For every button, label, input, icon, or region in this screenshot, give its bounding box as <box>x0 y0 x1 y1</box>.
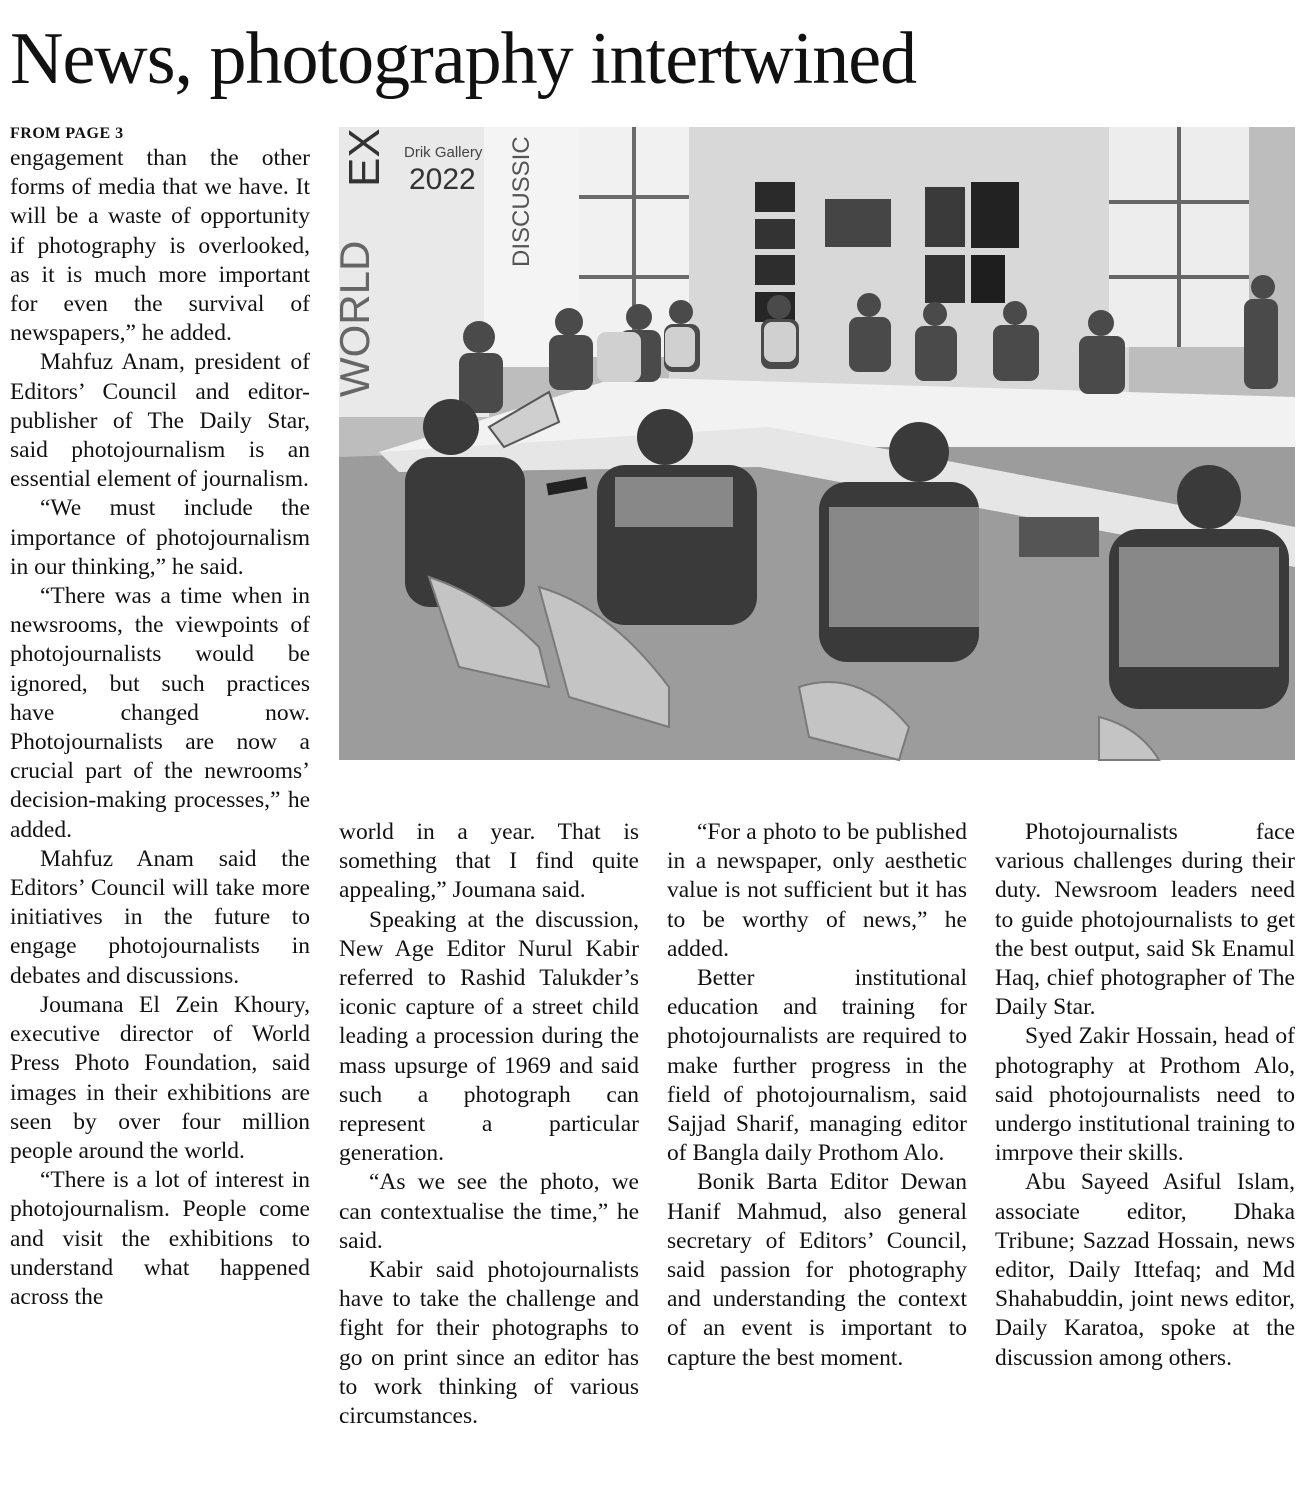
paragraph: “There is a lot of interest in photojournalism. People come and visit the exhibitions to understand what happened across the <box>10 1167 310 1310</box>
article-column-4 <box>995 818 1295 1373</box>
paragraph: “There was a time when in newsrooms, the viewpoints of photojournalists would be ignored, but such practices have changed now. Photojournalists are now a crucial part of the newrooms’ decision-making processes,” he added. <box>10 583 310 843</box>
paragraph: Abu Sayeed Asiful Islam, associate editor, Dhaka Tribune; Sazzad Hossain, news editor, Daily Ittefaq; and Md Shahabuddin, joint news editor, Daily Karatoa, spoke at the discussion among others. <box>995 1169 1295 1371</box>
paragraph: Mahfuz Anam said the Editors’ Council will take more initiatives in the future to engage photojournalists in debates and discussions. <box>10 845 310 989</box>
paragraph: “As we see the photo, we can contextualise the time,” he said. <box>339 1169 639 1254</box>
paragraph: Syed Zakir Hossain, head of photography at Prothom Alo, said photojournalists need to undergo institutional training to imrpove their skills. <box>995 1023 1295 1167</box>
paragraph: Better institutional education and training for photojournalists are required to make further progress in the field of photojournalism, said Sajjad Sharif, managing editor of Bangla daily Prothom Alo. <box>667 965 967 1167</box>
article-column-1 <box>10 124 310 1312</box>
paragraph: Bonik Barta Editor Dewan Hanif Mahmud, also general secretary of Editors’ Council, said passion for photography and understanding the context of an event is important to capture the best moment. <box>667 1169 967 1371</box>
banner-discussion-text: DISCUSSIC <box>508 136 535 267</box>
paragraph: “For a photo to be published in a newspaper, only aesthetic value is not sufficient but it has to be worthy of news,” he added. <box>667 819 967 962</box>
discussion-photo <box>331 127 1295 760</box>
article-column-2 <box>339 818 639 1431</box>
paragraph: Photojournalists face various challenges during their duty. Newsroom leaders need to guide photojournalists to get the best output, said Sk Enamul Haq, chief photographer of The Daily Star. <box>995 819 1295 1021</box>
headline: News, photography intertwined <box>10 18 917 100</box>
paragraph: Speaking at the discussion, New Age Editor Nurul Kabir referred to Rashid Talukder’s iconic capture of a street child leading a procession during the mass upsurge of 1969 and said such a photograph can represent a particular generation. <box>339 906 639 1167</box>
banner-year-text: 2022 <box>409 163 476 196</box>
paragraph: world in a year. That is something that I find quite appealing,” Joumana said. <box>339 819 639 904</box>
paragraph: Joumana El Zein Khoury, executive director of World Press Photo Foundation, said images in their exhibitions are seen by over four million people around the world. <box>10 991 310 1164</box>
banner-gallery-text: Drik Gallery <box>404 144 483 161</box>
article-column-3 <box>667 818 967 1373</box>
jump-label: FROM PAGE 3 <box>10 125 124 142</box>
paragraph: Kabir said photojournalists have to take the challenge and fight for their photographs to go on print since an editor has to work thinking of various circumstances. <box>339 1257 639 1430</box>
banner-ex-text: EX <box>340 128 389 187</box>
paragraph: “We must include the importance of photojournalism in our thinking,” he said. <box>10 495 310 580</box>
paragraph: Mahfuz Anam, president of Editors’ Council and editor-publisher of The Daily Star, said photojournalism is an essential element of journalism. <box>10 349 310 493</box>
banner-world-text: WORLD <box>331 240 378 397</box>
paragraph: engagement than the other forms of media that we have. It will be a waste of opportunity if photography is overlooked, as it is much more important for even the survival of newspapers,” he added. <box>10 145 310 347</box>
